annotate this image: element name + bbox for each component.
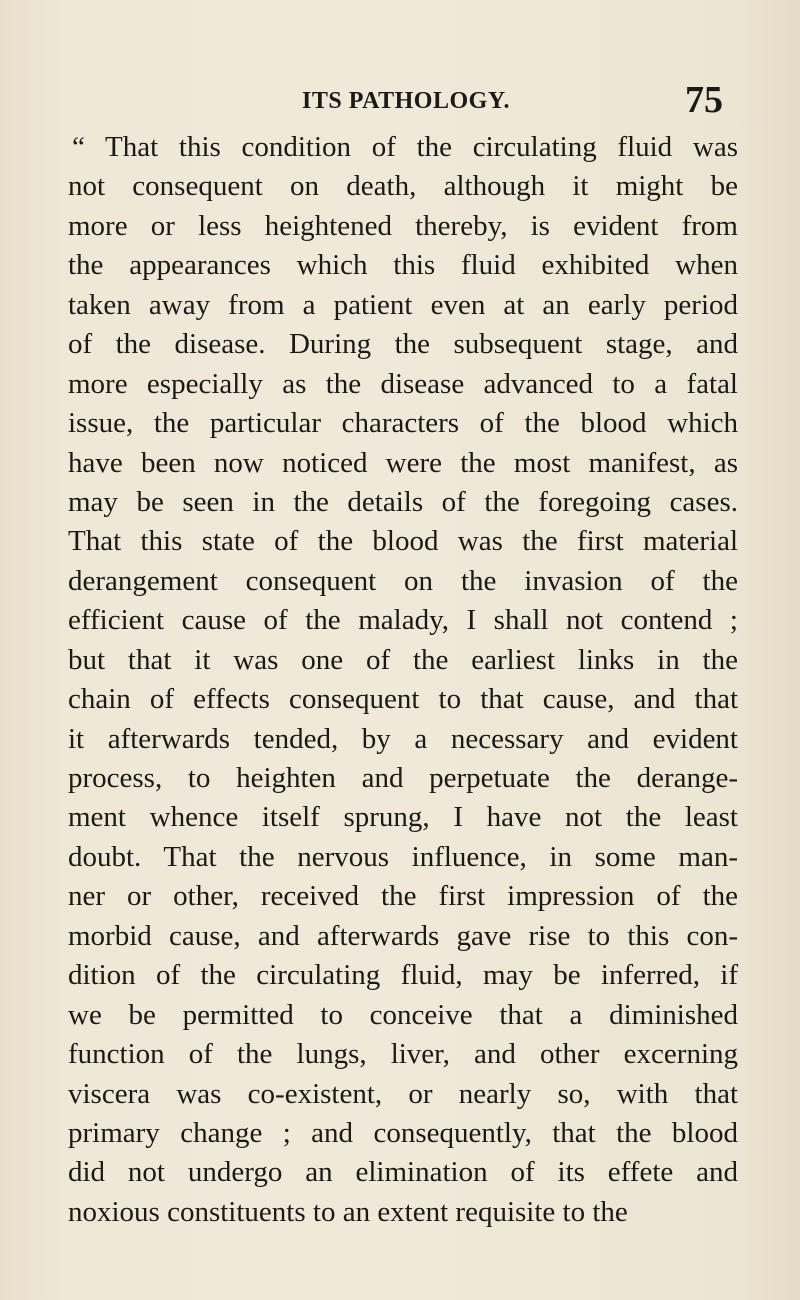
page-number: 75 [685,79,723,121]
text-line: not consequent on death, although it might be [68,170,738,203]
text-line: but that it was one of the earliest links in the [68,643,738,676]
text-line: dition of the circulating fluid, may be inferred, if [68,959,738,992]
text-line: more especially as the disease advanced to a fatal [68,367,738,400]
text-line: we be permitted to conceive that a diminished [68,998,738,1031]
text-line: it afterwards tended, by a necessary and evident [68,722,738,755]
text-line: issue, the particular characters of the blood which [68,407,738,440]
text-line: may be seen in the details of the foregoing cases. [68,485,738,518]
text-line: the appearances which this fluid exhibited when [68,249,738,282]
text-line: ment whence itself sprung, I have not the least [68,801,738,834]
text-line: chain of effects consequent to that cause, and that [68,683,738,716]
text-line: more or less heightened thereby, is evident from [68,209,738,242]
body-paragraph [68,128,738,1232]
text-line: “ That this condition of the circulating fluid was [72,131,738,163]
text-line: That this state of the blood was the first material [68,525,738,558]
text-line: ner or other, received the first impression of the [68,880,738,913]
text-line: did not undergo an elimination of its effete and [68,1156,738,1189]
text-line: process, to heighten and perpetuate the derange- [68,762,738,794]
text-line: morbid cause, and afterwards gave rise to this con- [68,919,738,952]
text-line: have been now noticed were the most manifest, as [68,446,738,479]
text-line: taken away from a patient even at an early period [68,288,738,321]
text-line: doubt. That the nervous influence, in some man- [68,840,738,873]
text-line: of the disease. During the subsequent stage, and [68,328,738,361]
text-line: efficient cause of the malady, I shall not contend ; [68,604,738,637]
running-head [0,78,800,124]
text-line: primary change ; and consequently, that the blood [68,1116,738,1149]
text-line: noxious constituents to an extent requisite to the [68,1195,628,1228]
text-line: function of the lungs, liver, and other excerning [68,1038,738,1071]
text-line: derangement consequent on the invasion of the [68,564,738,597]
running-head-title: ITS PATHOLOGY. [302,88,510,114]
text-line: viscera was co-existent, or nearly so, with that [68,1077,738,1110]
